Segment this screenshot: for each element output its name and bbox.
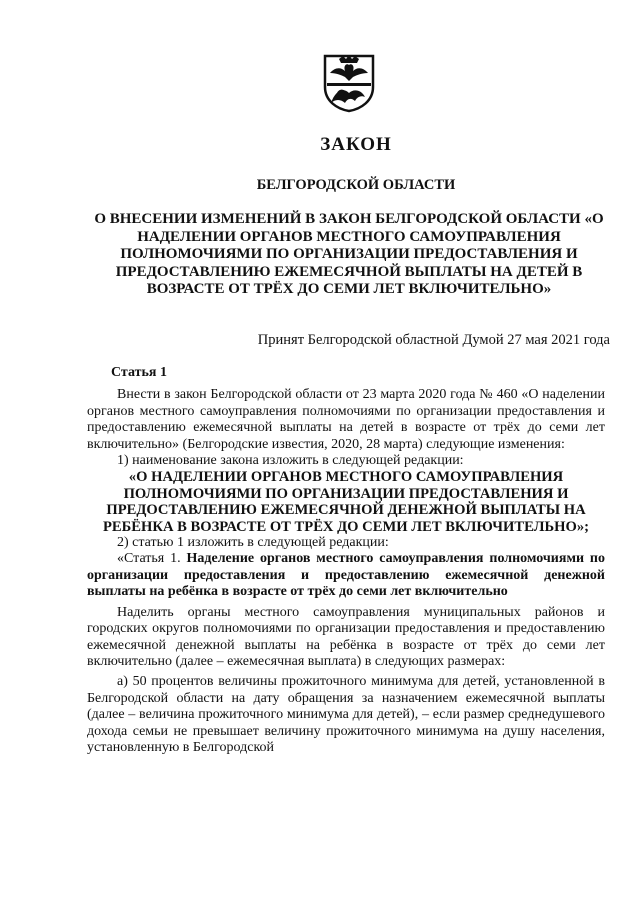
paragraph-amendment-intro: Внести в закон Белгородской области от 23 марта 2020 года № 460 «О наделении органов местного самоуправления полномочиями по организации предоставления и предоставлению ежемесячной выплаты на детей в возрасте от трёх до семи лет включительно» (Белгородские известия, 2020, 28 марта) следующие изменения: [87, 387, 605, 452]
paragraph-powers: Наделить органы местного самоуправления муниципальных районов и городских округов полномочиями по организации предоставления и предоставлению ежемесячной денежной выплаты на ребёнка в возрасте от трёх до семи лет включительно (далее – ежемесячная выплата) в следующих размерах: [87, 604, 605, 669]
article-1-title: Наделение органов местного самоуправления полномочиями по организации предоставления и предоставлению ежемесячной денежной выплаты на ребёнка в возрасте от трёх до семи лет включительно [87, 551, 605, 600]
document-type-title: ЗАКОН [320, 134, 392, 155]
belgorod-coat-of-arms-icon [321, 53, 377, 113]
item-1: 1) наименование закона изложить в следующей редакции: [117, 453, 464, 469]
article-heading: Статья 1 [111, 365, 167, 380]
adoption-note: Принят Белгородской областной Думой 27 мая 2021 года [257, 332, 610, 348]
item-2: 2) статью 1 изложить в следующей редакции: [117, 535, 389, 551]
region-title: БЕЛГОРОДСКОЙ ОБЛАСТИ [256, 177, 456, 193]
article-1-prefix: «Статья 1. [117, 551, 181, 567]
paragraph-subitem-a: а) 50 процентов величины прожиточного минимума для детей, установленной в Белгородской области на дату обращения за назначением ежемесячной выплаты (далее – величина прожиточного минимума для детей), – если размер среднедушевого дохода семьи не превышает величину прожиточного минимума на душу населения, установленную в Белгородской [87, 674, 605, 755]
new-law-title: «О НАДЕЛЕНИИ ОРГАНОВ МЕСТНОГО САМОУПРАВЛЕНИЯ ПОЛНОМОЧИЯМИ ПО ОРГАНИЗАЦИИ ПРЕДОСТАВЛЕНИЯ И ПРЕДОСТАВЛЕНИЮ ЕЖЕМЕСЯЧНОЙ ДЕНЕЖНОЙ ВЫПЛАТЫ НА РЕБЁНКА В ВОЗРАСТЕ ОТ ТРЁХ ДО СЕМИ ЛЕТ ВКЛЮЧИТЕЛЬНО»; [102, 469, 589, 535]
law-subject-heading: О ВНЕСЕНИИ ИЗМЕНЕНИЙ В ЗАКОН БЕЛГОРОДСКОЙ ОБЛАСТИ «О НАДЕЛЕНИИ ОРГАНОВ МЕСТНОГО САМОУПРАВЛЕНИЯ ПОЛНОМОЧИЯМИ ПО ОРГАНИЗАЦИИ ПРЕДОСТАВЛЕНИЯ И ПРЕДОСТАВЛЕНИЮ ЕЖЕМЕСЯЧНОЙ ВЫПЛАТЫ НА ДЕТЕЙ В ВОЗРАСТЕ ОТ ТРЁХ ДО СЕМИ ЛЕТ ВКЛЮЧИТЕЛЬНО» [94, 211, 604, 297]
law-body [87, 365, 605, 756]
article-1-heading [87, 551, 605, 600]
